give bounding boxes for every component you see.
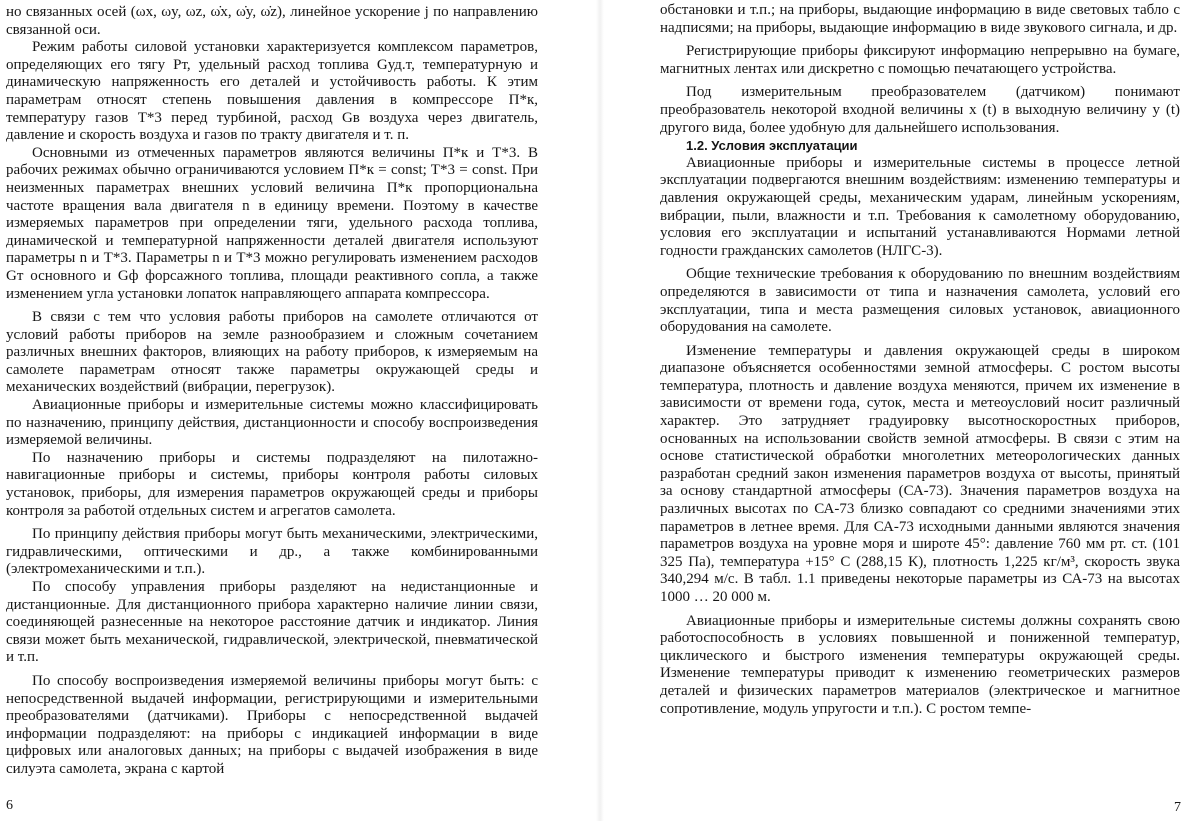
paragraph: Авиационные приборы и измерительные системы должны сохранять свою работоспособность в условиях повышенной и пониженной температур, циклического и быстрого изменения температуры окружающей среды. Изменение температуры приводит к изменению геометрических размеров деталей и физических параметров материалов (электрическое и магнитное сопротивление, модуль упругости и т.п.). С ростом темпе- (660, 612, 1180, 717)
paragraph: Регистрирующие приборы фиксируют информацию непрерывно на бумаге, магнитных лентах или дискретно с помощью печатающего устройства. (660, 43, 1180, 77)
left-page-body (6, 4, 538, 779)
paragraph: По принципу действия приборы могут быть механическими, электрическими, гидравлическими, оптическими и др., а также комбинированными (электромеханическими и т.п.). (6, 526, 538, 578)
paragraph: Изменение температуры и давления окружающей среды в широком диапазоне объясняется особенностями земной атмосферы. С ростом высоты температура, плотность и давление воздуха меняются, причем их изменение в зависимости от времени года, суток, места и метеоусловий носит различный характер. Это затрудняет градуировку высотноскоростных приборов, основанных на использовании свойств земной атмосферы. В связи с этим на основе статистической обработки многолетних метеорологических данных разработан средний закон изменения параметров воздуха от высоты, принятый за основу стандартной атмосферы (СА-73). Значения параметров воздуха на различных высотах по СА-73 близко совпадают со средними значениями этих параметров в летнее время. Для СА-73 исходными данными являются значения параметров воздуха на уровне моря и широте 45°: давление 760 мм рт. ст. (101 325 Па), температура +15° С (288,15 К), плотность 1,225 кг/м³, скорость звука 340,294 м/с. В табл. 1.1 приведены некоторые параметры из СА-73 на высотах 1000 … 20 000 м. (660, 342, 1180, 605)
paragraph: Авиационные приборы и измерительные системы можно классифицировать по назначению, принципу действия, дистанционности и способу воспроизведения измеряемой величины. (6, 397, 538, 449)
paragraph: но связанных осей (ωx, ωy, ωz, ω̇x, ω̇y, ω̇z), линейное ускорение j по направлению связанной оси. (6, 4, 538, 38)
right-page-body (660, 2, 1180, 718)
paragraph: Общие технические требования к оборудованию по внешним воздействиям определяются в зависимости от типа и назначения самолета, условий его эксплуатации, типа и места размещения силовых установок, авиационного оборудования на самолете. (660, 266, 1180, 336)
paragraph: Режим работы силовой установки характеризуется комплексом параметров, определяющих его тягу Pт, удельный расход топлива Gуд.т, температурную и динамическую напряженность его деталей и устойчивость работы. К этим параметрам относят степень повышения давления в компрессоре П*к, температуру газов T*3 перед турбиной, расход Gв воздуха через двигатель, давление и скорость воздуха и газов по тракту двигателя и т. п. (6, 39, 538, 144)
paragraph: обстановки и т.п.; на приборы, выдающие информацию в виде световых табло с надписями; на приборы, выдающие информацию в виде звукового сигнала, и др. (660, 2, 1180, 36)
page-number: 6 (6, 798, 13, 813)
paragraph: Основными из отмеченных параметров являются величины П*к и T*3. В рабочих режимах обычно ограничиваются условием П*к = const; T*3 = const. При неизменных параметрах внешних условий величина П*к пропорциональна частоте вращения вала двигателя n в единицу времени. Поэтому в качестве измеряемых параметров при определении тяги, удельного расхода топлива, динамической и температурной напряженности деталей двигателя используют параметры n и T*3. Параметры n и T*3 можно регулировать изменением расходов Gт основного и Gф форсажного топлива, площади реактивного сопла, а также изменением угла установки лопаток направляющего аппарата компрессора. (6, 144, 538, 302)
section-heading: 1.2. Условия эксплуатации (686, 138, 858, 154)
right-page (600, 0, 1200, 821)
paragraph: Авиационные приборы и измерительные системы в процессе летной эксплуатации подвергаются внешним воздействиям: изменению температуры и давления окружающей среды, механическим ударам, линейным ускорениям, вибрации, пыли, влажности и т.п. Требования к самолетному оборудованию, условия его эксплуатации и испытаний устанавливаются Нормами летной годности гражданских самолетов (НЛГС-3). (660, 154, 1180, 259)
paragraph: По способу управления приборы разделяют на недистанционные и дистанционные. Для дистанционного прибора характерно наличие линии связи, соединяющей разнесенные на некоторое расстояние датчик и индикатор. Линия связи может быть механической, гидравлической, электрической, пневматической и т.п. (6, 579, 538, 666)
paragraph: По способу воспроизведения измеряемой величины приборы могут быть: с непосредственной выдачей информации, регистрирующими и измерительными преобразователями (датчиками). Приборы с непосредственной выдачей информации подразделяют: на приборы с индикацией информации в виде цифровых или аналоговых данных; на приборы с выдачей изображения в виде силуэта самолета, экрана с картой (6, 672, 538, 777)
paragraph: В связи с тем что условия работы приборов на самолете отличаются от условий работы приборов на земле разнообразием и сложным сочетанием различных внешних факторов, влияющих на работу приборов, к измеряемым на самолете параметрам относят также параметры окружающей среды и механических воздействий (вибрации, перегрузок). (6, 309, 538, 396)
paragraph: Под измерительным преобразователем (датчиком) понимают преобразователь некоторой входной величины x (t) в выходную величину y (t) другого вида, более удобную для дальнейшего использования. (660, 84, 1180, 136)
page-number: 7 (1174, 800, 1181, 815)
paragraph: По назначению приборы и системы подразделяют на пилотажно-навигационные приборы и системы, приборы контроля работы силовых установок, приборы, для измерения параметров окружающей среды и приборы контроля за работой отдельных систем и агрегатов самолета. (6, 449, 538, 519)
